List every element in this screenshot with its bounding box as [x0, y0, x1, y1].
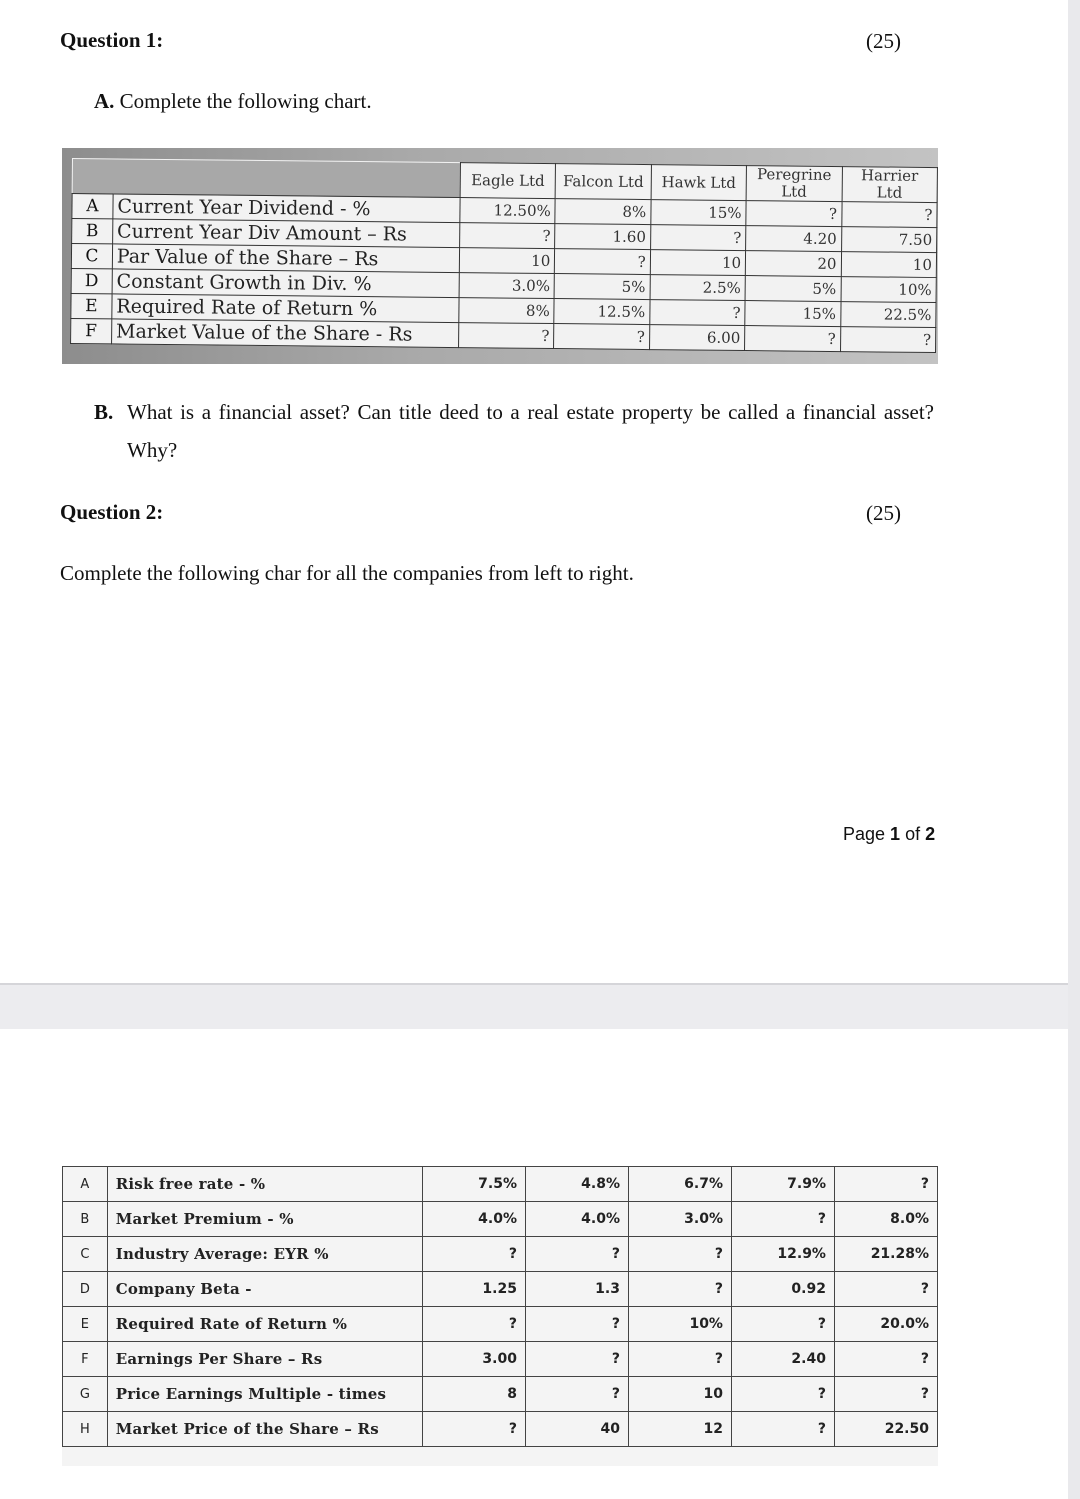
cell-value: ? [628, 1237, 731, 1272]
cell-value: 8% [555, 199, 651, 225]
cell-value: 21.28% [834, 1237, 937, 1272]
row-label: Market Premium - % [107, 1202, 422, 1237]
table-1-company-header: Peregrine Ltd [746, 166, 842, 202]
cell-value: ? [525, 1237, 628, 1272]
table-1-company-header: Falcon Ltd [555, 164, 651, 200]
cell-value: ? [422, 1307, 525, 1342]
cell-value: 22.50 [834, 1412, 937, 1447]
cell-value: 4.20 [746, 226, 842, 252]
question-2-marks: (25) [866, 501, 901, 525]
table-2-row [63, 1377, 938, 1412]
row-label: Market Value of the Share - Rs [111, 319, 458, 348]
cell-value: ? [834, 1342, 937, 1377]
cell-value: ? [731, 1307, 834, 1342]
row-label: Par Value of the Share – Rs [112, 244, 459, 273]
row-label: Price Earnings Multiple - times [107, 1377, 422, 1412]
row-letter: A [63, 1167, 108, 1202]
row-label: Required Rate of Return % [112, 294, 459, 323]
cell-value: 10 [459, 248, 555, 274]
question-1-title: Question 1: [60, 28, 164, 52]
footer-current-page: 1 [890, 824, 901, 844]
row-label: Earnings Per Share – Rs [107, 1342, 422, 1377]
cell-value: ? [525, 1342, 628, 1377]
cell-value: ? [841, 202, 937, 228]
cell-value: 12 [628, 1412, 731, 1447]
cell-value: 10% [628, 1307, 731, 1342]
cell-value: 15% [651, 200, 747, 226]
cell-value: ? [525, 1377, 628, 1412]
cell-value: ? [731, 1377, 834, 1412]
cell-value: 8.0% [834, 1202, 937, 1237]
cell-value: 3.0% [628, 1202, 731, 1237]
table-2-photo [62, 1166, 938, 1466]
page-number-footer [843, 824, 935, 845]
cell-value: 22.5% [840, 302, 936, 328]
table-2-row [63, 1202, 938, 1237]
cell-value: ? [554, 324, 650, 350]
cell-value: ? [650, 300, 746, 326]
row-label: Constant Growth in Div. % [112, 269, 459, 298]
row-label: Risk free rate - % [107, 1167, 422, 1202]
row-label: Industry Average: EYR % [107, 1237, 422, 1272]
row-label: Current Year Dividend - % [113, 194, 460, 223]
row-label: Market Price of the Share – Rs [107, 1412, 422, 1447]
table-1-company-header: Eagle Ltd [460, 163, 556, 199]
row-letter: G [63, 1377, 108, 1412]
cell-value: 12.9% [731, 1237, 834, 1272]
cell-value: ? [834, 1272, 937, 1307]
table-2-row [63, 1412, 938, 1447]
cell-value: 4.0% [422, 1202, 525, 1237]
table-2-row [63, 1342, 938, 1377]
cell-value: 5% [745, 276, 841, 302]
cell-value: ? [834, 1167, 937, 1202]
part-b-label: B. [94, 400, 114, 424]
page-separator [0, 983, 1068, 1031]
cell-value: 15% [745, 301, 841, 327]
cell-value: 1.60 [555, 224, 651, 250]
cell-value: ? [834, 1377, 937, 1412]
cell-value: 4.0% [525, 1202, 628, 1237]
row-letter: C [71, 244, 112, 269]
cell-value: 8 [422, 1377, 525, 1412]
dividend-chart-table [70, 158, 938, 353]
cell-value: ? [460, 223, 556, 249]
row-letter: B [63, 1202, 108, 1237]
cell-value: ? [458, 323, 554, 349]
cell-value: 7.50 [841, 227, 937, 253]
part-a-label: A. [94, 89, 115, 113]
table-1-photo [62, 148, 938, 364]
cell-value: 7.9% [731, 1167, 834, 1202]
cell-value: ? [525, 1307, 628, 1342]
row-letter: F [71, 318, 112, 343]
row-letter: E [63, 1307, 108, 1342]
row-letter: B [72, 219, 113, 244]
cell-value: ? [650, 225, 746, 251]
cell-value: 4.8% [525, 1167, 628, 1202]
cell-value: 3.0% [459, 273, 555, 299]
footer-prefix: Page [843, 824, 891, 844]
cell-value: 1.3 [525, 1272, 628, 1307]
cell-value: ? [422, 1412, 525, 1447]
footer-total-pages: 2 [925, 824, 936, 844]
cell-value: 0.92 [731, 1272, 834, 1307]
cell-value: 2.40 [731, 1342, 834, 1377]
cell-value: ? [422, 1237, 525, 1272]
cell-value: 5% [554, 274, 650, 300]
row-letter: A [72, 194, 113, 219]
cell-value: 6.00 [649, 325, 745, 351]
cell-value: 10 [628, 1377, 731, 1412]
capm-chart-table [62, 1166, 938, 1447]
cell-value: 2.5% [650, 275, 746, 301]
cell-value: 40 [525, 1412, 628, 1447]
row-letter: D [63, 1272, 108, 1307]
cell-value: 8% [459, 298, 555, 324]
cell-value: ? [555, 249, 651, 275]
table-2-row [63, 1167, 938, 1202]
table-1-company-header: Harrier Ltd [842, 167, 938, 203]
row-letter: C [63, 1237, 108, 1272]
question-1-marks: (25) [866, 29, 901, 53]
footer-middle: of [900, 824, 926, 844]
table-2-row [63, 1237, 938, 1272]
table-2-row [63, 1307, 938, 1342]
cell-value: 3.00 [422, 1342, 525, 1377]
cell-value: 7.5% [422, 1167, 525, 1202]
cell-value: 12.5% [554, 299, 650, 325]
cell-value: ? [746, 201, 842, 227]
part-b-row [94, 393, 934, 469]
part-b [94, 393, 934, 469]
row-label: Company Beta - [107, 1272, 422, 1307]
table-1-company-header: Hawk Ltd [651, 165, 747, 201]
row-label: Required Rate of Return % [107, 1307, 422, 1342]
row-label: Current Year Div Amount – Rs [112, 219, 459, 248]
cell-value: ? [745, 326, 841, 352]
part-a [94, 89, 372, 114]
cell-value: ? [731, 1202, 834, 1237]
document-page-2 [0, 1029, 1068, 1499]
table-2-row [63, 1272, 938, 1307]
cell-value: 10 [841, 252, 937, 278]
cell-value: 10 [650, 250, 746, 276]
viewer-scroll-strip [1068, 0, 1080, 1499]
table-1-header-blank [72, 159, 460, 198]
question-2-text: Complete the following char for all the companies from left to right. [60, 561, 634, 585]
cell-value: 1.25 [422, 1272, 525, 1307]
row-letter: E [71, 293, 112, 318]
cell-value: ? [840, 327, 936, 353]
part-b-text: What is a financial asset? Can title deed to a real estate property be called a financial asset? Why? [127, 400, 934, 462]
part-a-text: Complete the following chart. [119, 89, 372, 113]
question-2-title: Question 2: [60, 500, 164, 524]
cell-value: ? [628, 1342, 731, 1377]
row-letter: H [63, 1412, 108, 1447]
cell-value: 10% [841, 277, 937, 303]
cell-value: ? [628, 1272, 731, 1307]
cell-value: ? [731, 1412, 834, 1447]
cell-value: 6.7% [628, 1167, 731, 1202]
row-letter: D [71, 268, 112, 293]
cell-value: 12.50% [460, 198, 556, 224]
row-letter: F [63, 1342, 108, 1377]
cell-value: 20.0% [834, 1307, 937, 1342]
cell-value: 20 [745, 251, 841, 277]
